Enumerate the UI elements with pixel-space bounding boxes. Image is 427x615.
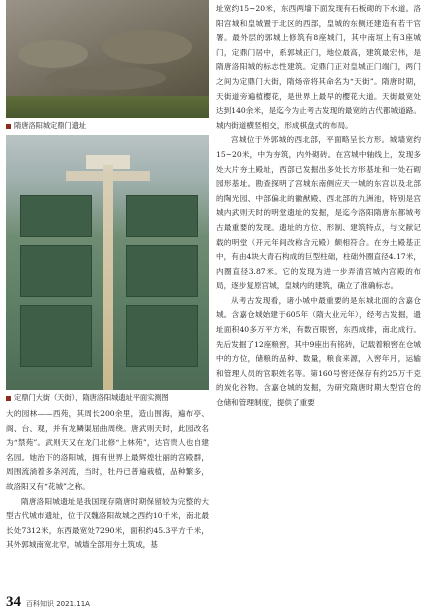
city-block [126,195,198,237]
left-body-text [6,407,209,553]
caption-square-icon [6,396,11,401]
right-body-text [216,2,421,411]
city-block [126,245,198,297]
caption-text: 隋唐洛阳城定鼎门遗址 [14,121,86,130]
city-block [20,195,92,237]
figure-caption-top [6,121,209,131]
paragraph: 从考古发现看，诸小城中最重要的是东城北面的含嘉仓城。含嘉仓城始建于605年（隋大业元年），经考古发掘，遗址面积40多万平方米，有数百眼窖，东西成排，南北成行。先后发掘了12座粮窖，其中9座出有铭砖，记载着粮窖在仓城中的方位，储粮的品种、数量，粮食来源，入窖年月，运输和管理人员的官职姓名等。第160号窖还保存有约25万千克的炭化谷物。含嘉仓城的发掘，为研究隋唐时期大型官仓的仓储和管理制度，提供了重要 [216,295,421,408]
left-column [6,0,209,553]
ruin-mound [18,40,88,68]
tianjie-avenue [103,165,113,390]
figure-caption-bottom [6,393,209,403]
caption-text: 定鼎门大街（天街），隋唐洛阳城遗址平面实测图 [14,393,169,402]
city-block [126,305,198,367]
right-column [216,2,421,411]
grass-strip [6,96,209,118]
ruin-mound [102,30,192,64]
city-block [20,245,92,297]
paragraph: 宫城位于外郭城的西北部，平面略呈长方形。城墙宽约15~20米，中为夯筑，内外砌砖。在宫城中轴线上，发现多处大片夯土殿址，西部已发掘出多处长方形基址和一处石砌园形基址。勘查探明了宫城东南侧应天一城的东宫以及北部的陶光园、中部偏北的徽猷殿、西北部的九洲池，特别是宫城内武则天时的明堂遗址的发掘，是迄今洛阳隋唐东都城考古最重要的发现。遗址的方位、形制、建筑特点，与文献记载的明堂（开元年间改称含元殿）颇相符合。在夯土殿基正中，有由4块大青石构成的巨型柱础，柱础外圈直径4.17米，内圈直径3.87米。它的发现为进一步弄清宫城内宫殿的布局，逐步复原宫城，皇城内的建筑，确立了准确标志。 [216,135,421,291]
paragraph: 址宽约15~20米，东西两墙下面发现有石板砌的下水道。洛阳宫城和皇城置于北区的西部，皇城的东侧还建造有若干官署。最外层的郭城上修筑有8座城门，其中南垣上有3座城门，定鼎门居中，系郭城正门，地位最高，建筑最宏伟，是隋唐洛阳城的标志性建筑。定鼎门正对皇城正门端门，两门之间为定鼎门大街，隋炀帝将其命名为“天街”。隋唐时期，天街道旁遍植樱花，是世界上最早的樱花大道。天街最宽处达到140余米，是迄今为止考古发现的最宽的古代都城道路。城内街道横竖相交，形成棋盘式的布局。 [216,4,421,130]
journal-name: 百科知识 2021.11A [26,600,90,608]
ruin-mound [46,66,166,90]
paragraph: 隋唐洛阳城遗址是我国现存隋唐时期保留较为完整的大型古代城市遗址，位于汉魏洛阳故城之西约10千米，南北最长处7312米，东西最宽处7290米，面积约45.3平方千米，其外郭城南宽北窄，城墙全部用夯土筑成，基 [6,496,209,550]
page-number: 34 [6,594,21,610]
caption-square-icon [6,124,11,129]
photo-ruins-dingding-gate [6,0,209,118]
paragraph: 大的园林——西苑，其周长200余里，造山围海，遍布亭、阁、台、观，并有龙鳞渠屈曲周绕。唐武则天时，此园改名为“禁苑”。武则天又在龙门北修“上林苑”，达官贵人也自建名园。她治下的洛阳城，拥有世界上最辉煌壮丽的宫殿群，周围流淌着多条河流，当时，牡丹已普遍栽植，品种繁多，故洛阳又有“花城”之称。 [6,409,209,491]
city-block [20,305,92,367]
photo-aerial-city-plan-model [6,135,209,390]
page-footer [6,594,90,611]
